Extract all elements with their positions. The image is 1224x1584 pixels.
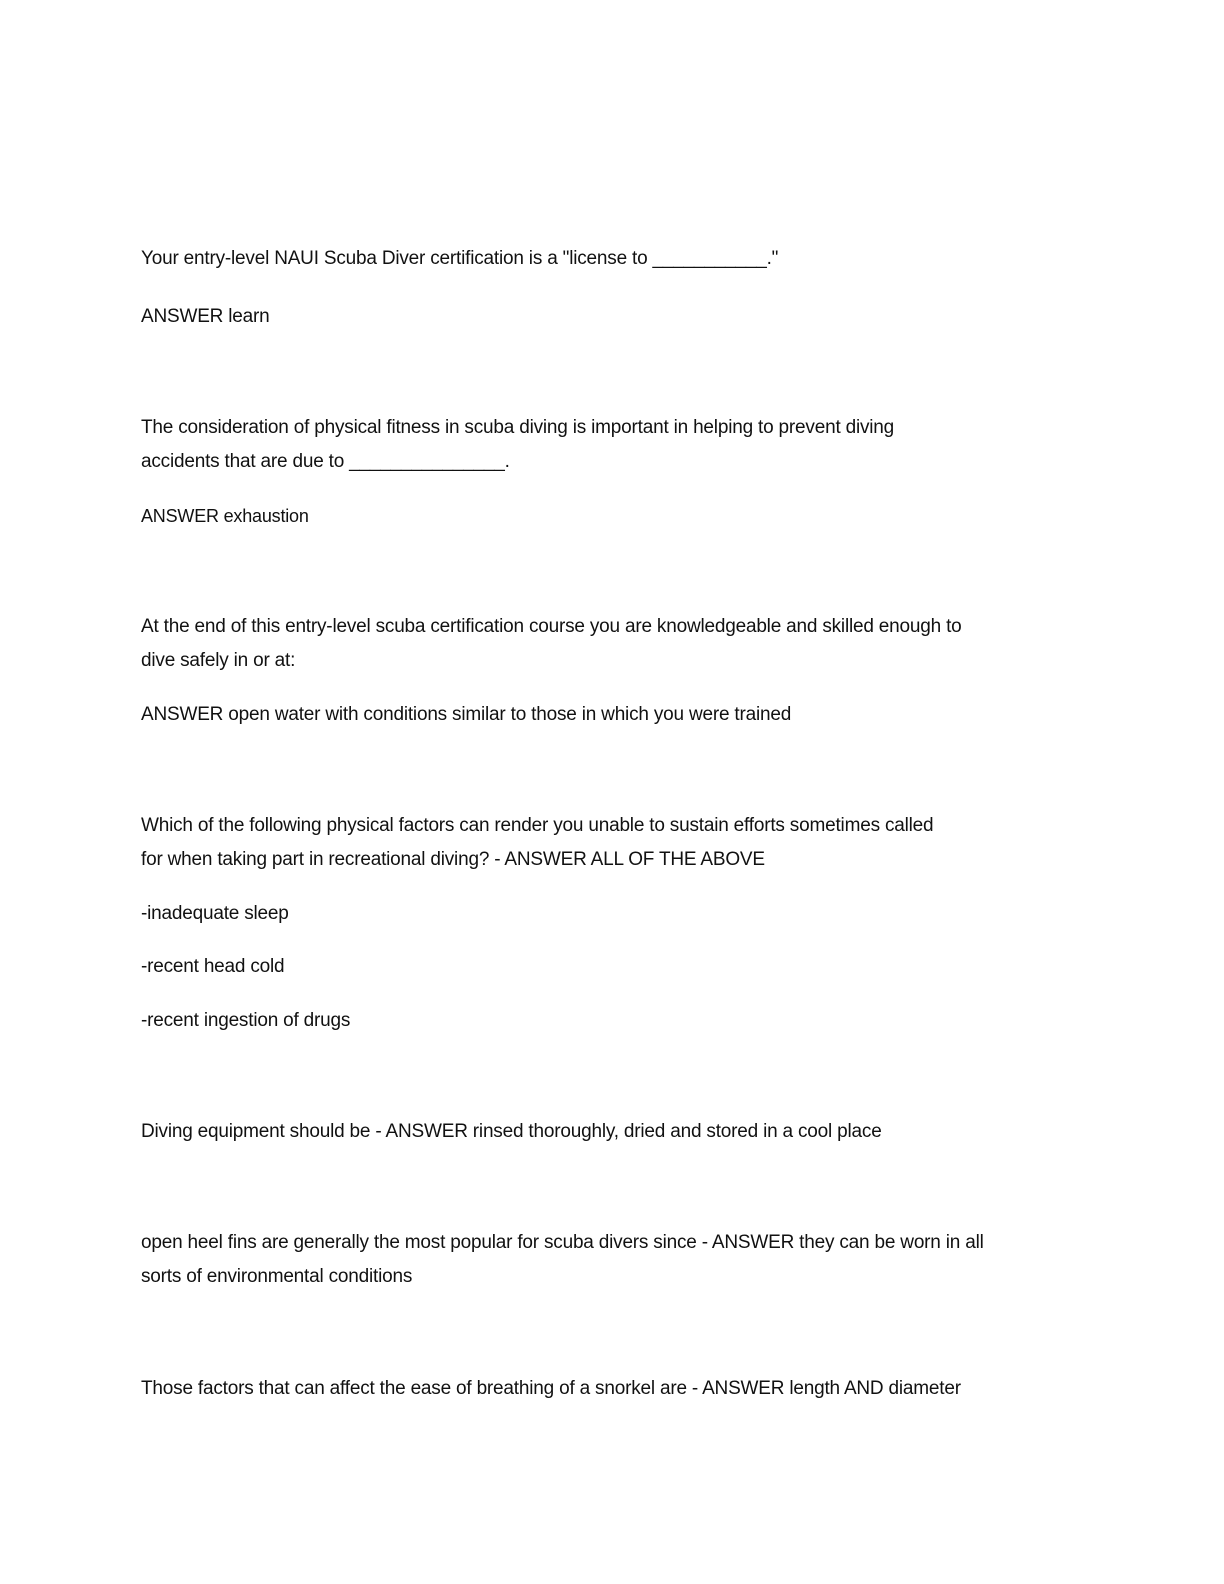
question-3-text-line-2: dive safely in or at: [141, 650, 296, 671]
answer-2-text: ANSWER exhaustion [141, 506, 309, 526]
question-4-text-line-2: for when taking part in recreational diving? - ANSWER ALL OF THE ABOVE [141, 849, 765, 870]
question-4-text-line-1: Which of the following physical factors can render you unable to sustain efforts sometimes called [141, 815, 934, 836]
question-3-text-line-1: At the end of this entry-level scuba certification course you are knowledgeable and skilled enough to [141, 616, 962, 637]
list-item-inadequate-sleep: -inadequate sleep [141, 903, 289, 924]
question-6-text-line-2: sorts of environmental conditions [141, 1266, 413, 1287]
question-6-text-line-1: open heel fins are generally the most popular for scuba divers since - ANSWER they can be worn in all [141, 1232, 984, 1253]
list-item-recent-head-cold: -recent head cold [141, 956, 285, 977]
question-7-text: Those factors that can affect the ease of breathing of a snorkel are - ANSWER length AND diameter [141, 1378, 961, 1399]
answer-1-text: ANSWER learn [141, 306, 270, 327]
answer-3-text: ANSWER open water with conditions similar to those in which you were trained [141, 704, 792, 725]
question-5-text: Diving equipment should be - ANSWER rinsed thoroughly, dried and stored in a cool place [141, 1121, 882, 1142]
list-item-recent-ingestion-of-drugs: -recent ingestion of drugs [141, 1010, 351, 1031]
question-2-text-line-2: accidents that are due to _______________. [141, 451, 510, 472]
question-1-text: Your entry-level NAUI Scuba Diver certification is a "license to ___________." [141, 248, 779, 269]
question-2-text-line-1: The consideration of physical fitness in scuba diving is important in helping to prevent diving [141, 417, 895, 438]
